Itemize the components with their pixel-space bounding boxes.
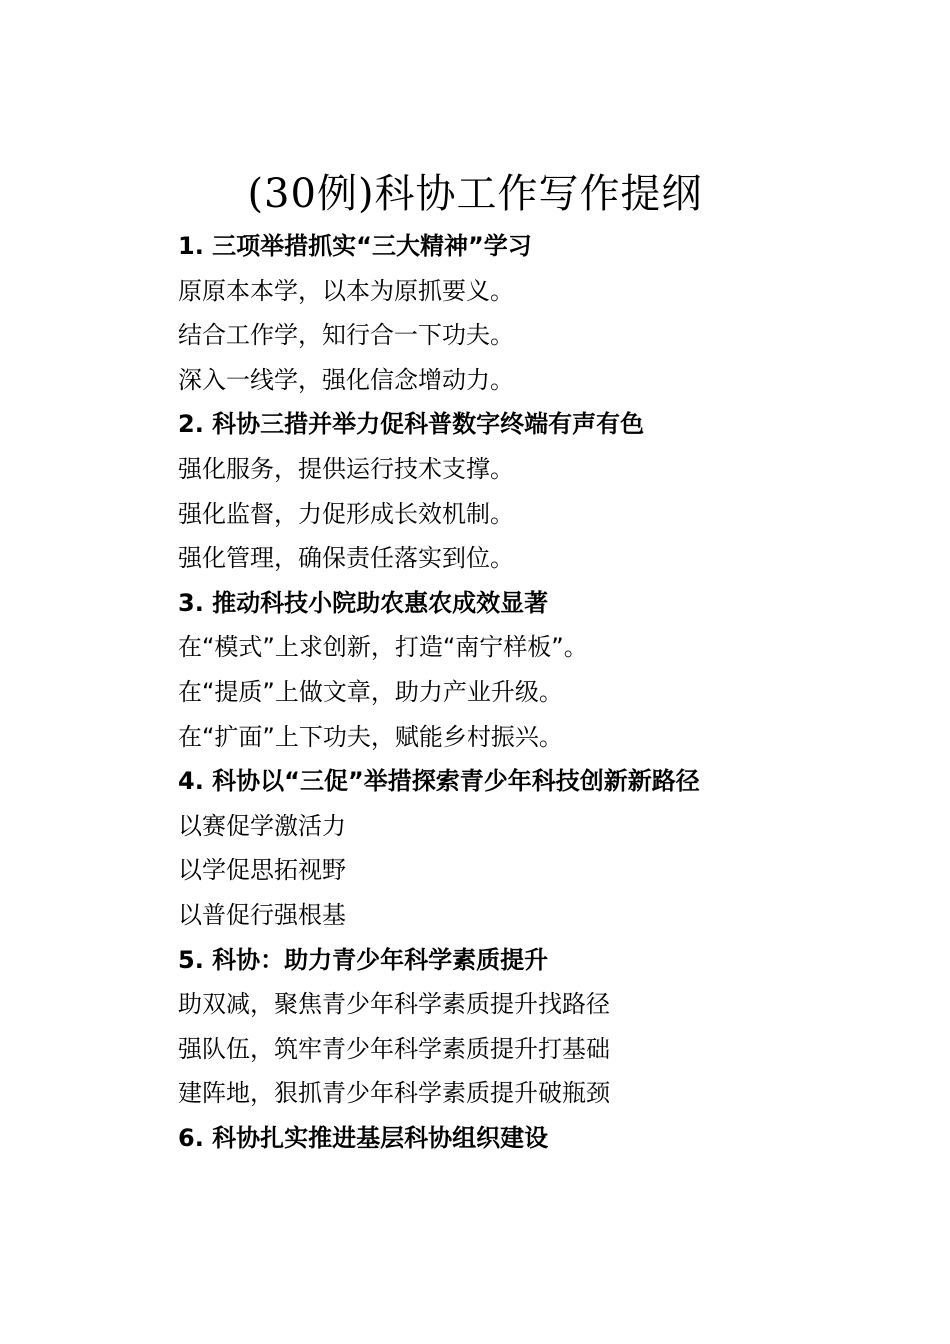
section-item: 结合工作学，知行合一下功夫。 [178,321,514,350]
section-item: 在“扩面”上下功夫，赋能乡村振兴。 [178,722,563,751]
section-heading: 4. 科协以“三促”举措探索青少年科技创新新路径 [178,767,700,796]
section-item: 以赛促学激活力 [178,811,346,840]
section-item: 以学促思拓视野 [178,856,346,885]
section-item: 强化监督，力促形成长效机制。 [178,499,514,528]
section-heading: 5. 科协：助力青少年科学素质提升 [178,945,549,974]
outline-list [178,224,918,1160]
section-heading: 2. 科协三措并举力促科普数字终端有声有色 [178,410,645,439]
section-heading: 6. 科协扎实推进基层科协组织建设 [178,1123,549,1152]
section-item: 助双减，聚焦青少年科学素质提升找路径 [178,990,610,1019]
section-item: 在“模式”上求创新，打造“南宁样板”。 [178,633,588,662]
section-heading: 1. 三项举措抓实“三大精神”学习 [178,232,532,260]
section-item: 原原本本学，以本为原抓要义。 [178,276,514,305]
section-item: 强化管理，确保责任落实到位。 [178,544,514,573]
section-heading: 3. 推动科技小院助农惠农成效显著 [178,588,549,617]
section-item: 强队伍，筑牢青少年科学素质提升打基础 [178,1034,610,1063]
section-item: 建阵地，狠抓青少年科学素质提升破瓶颈 [178,1079,610,1108]
document-title: (30例)科协工作写作提纲 [247,171,703,217]
section-item: 深入一线学，强化信念增动力。 [178,365,514,394]
section-item: 在“提质”上做文章，助力产业升级。 [178,677,563,706]
section-item: 强化服务，提供运行技术支撑。 [178,454,514,483]
section-item: 以普促行强根基 [178,900,346,929]
